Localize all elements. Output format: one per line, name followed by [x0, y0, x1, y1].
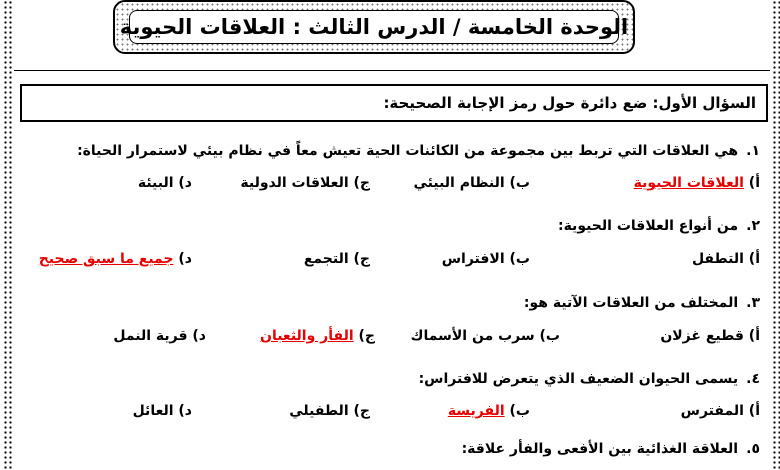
option-prefix: د) — [192, 328, 206, 344]
option-prefix: ب) — [509, 175, 530, 191]
option-text: البيئة — [137, 175, 174, 191]
option-1a[interactable] — [634, 175, 760, 191]
divider-line — [14, 70, 770, 71]
option-prefix: أ) — [748, 251, 760, 267]
question-number: ٣. — [746, 295, 760, 311]
option-prefix: د) — [178, 175, 192, 191]
question-text: هي العلاقات التي تربط بين مجموعة من الكائنات الحية تعيش معاً في نظام بيئي لاستمرار الحياة: — [77, 143, 739, 159]
option-1b[interactable] — [413, 175, 530, 191]
right-dotted-border — [772, 0, 780, 470]
page-title: الوحدة الخامسة / الدرس الثالث : العلاقات الحيوية — [119, 15, 629, 39]
option-text: الافتراس — [441, 251, 505, 267]
option-text: سرب من الأسماك — [410, 328, 535, 344]
question-5 — [462, 441, 760, 457]
option-text-correct: العلاقات الحيوية — [633, 175, 744, 191]
left-dotted-border — [3, 0, 13, 470]
question-number: ١. — [746, 143, 760, 159]
option-prefix: ب) — [509, 251, 530, 267]
option-prefix: أ) — [748, 175, 760, 191]
option-prefix: أ) — [748, 328, 760, 344]
option-1d[interactable] — [138, 175, 192, 191]
option-3d[interactable] — [113, 328, 206, 344]
question-number: ٢. — [746, 218, 760, 234]
option-text: التطفل — [691, 251, 744, 267]
option-2b[interactable] — [442, 251, 530, 267]
header-inner-box — [119, 10, 629, 44]
option-4d[interactable] — [133, 403, 192, 419]
option-3c[interactable] — [260, 328, 375, 344]
option-4b[interactable] — [448, 403, 530, 419]
question-text: المختلف من العلاقات الآتية هو: — [523, 295, 739, 311]
option-prefix: د) — [178, 251, 192, 267]
section-title: السؤال الأول: ضع دائرة حول رمز الإجابة الصحيحة: — [383, 94, 756, 112]
option-text: قطيع غزلان — [660, 328, 744, 344]
question-text: العلاقة الغذائية بين الأفعى والفأر علاقة: — [461, 441, 739, 457]
option-4a[interactable] — [681, 403, 760, 419]
question-number: ٤. — [746, 371, 760, 387]
option-text-correct: الفريسة — [447, 403, 505, 419]
option-prefix: ج) — [353, 251, 370, 267]
question-4 — [419, 371, 760, 387]
option-text: العائل — [132, 403, 174, 419]
question-text: من أنواع العلاقات الحيوية: — [557, 218, 739, 234]
option-text: الطفيلي — [289, 403, 349, 419]
option-2a[interactable] — [692, 251, 760, 267]
header-banner — [113, 0, 635, 54]
question-3 — [524, 295, 760, 311]
option-prefix: ب) — [509, 403, 530, 419]
option-4c[interactable] — [289, 403, 370, 419]
option-prefix: ب) — [539, 328, 560, 344]
option-text: النظام البيئي — [413, 175, 505, 191]
option-prefix: د) — [178, 403, 192, 419]
option-text-correct: جميع ما سبق صحيح — [38, 251, 174, 267]
question-2 — [558, 218, 760, 234]
option-3b[interactable] — [411, 328, 560, 344]
section-heading-box — [20, 84, 768, 122]
option-prefix: ج) — [353, 175, 370, 191]
question-number: ٥. — [746, 441, 760, 457]
option-2d[interactable] — [39, 251, 192, 267]
option-text: قرية النمل — [113, 328, 188, 344]
option-text: المفترس — [680, 403, 744, 419]
option-prefix: ج) — [353, 403, 370, 419]
option-prefix: أ) — [748, 403, 760, 419]
question-text: يسمى الحيوان الضعيف الذي يتعرض للافتراس: — [418, 371, 739, 387]
question-1 — [77, 143, 760, 159]
option-2c[interactable] — [304, 251, 370, 267]
option-3a[interactable] — [660, 328, 760, 344]
option-text-correct: الفأر والثعبان — [260, 328, 354, 344]
option-text: العلاقات الدولية — [240, 175, 349, 191]
option-1c[interactable] — [240, 175, 370, 191]
option-text: التجمع — [303, 251, 349, 267]
option-prefix: ج) — [358, 328, 375, 344]
